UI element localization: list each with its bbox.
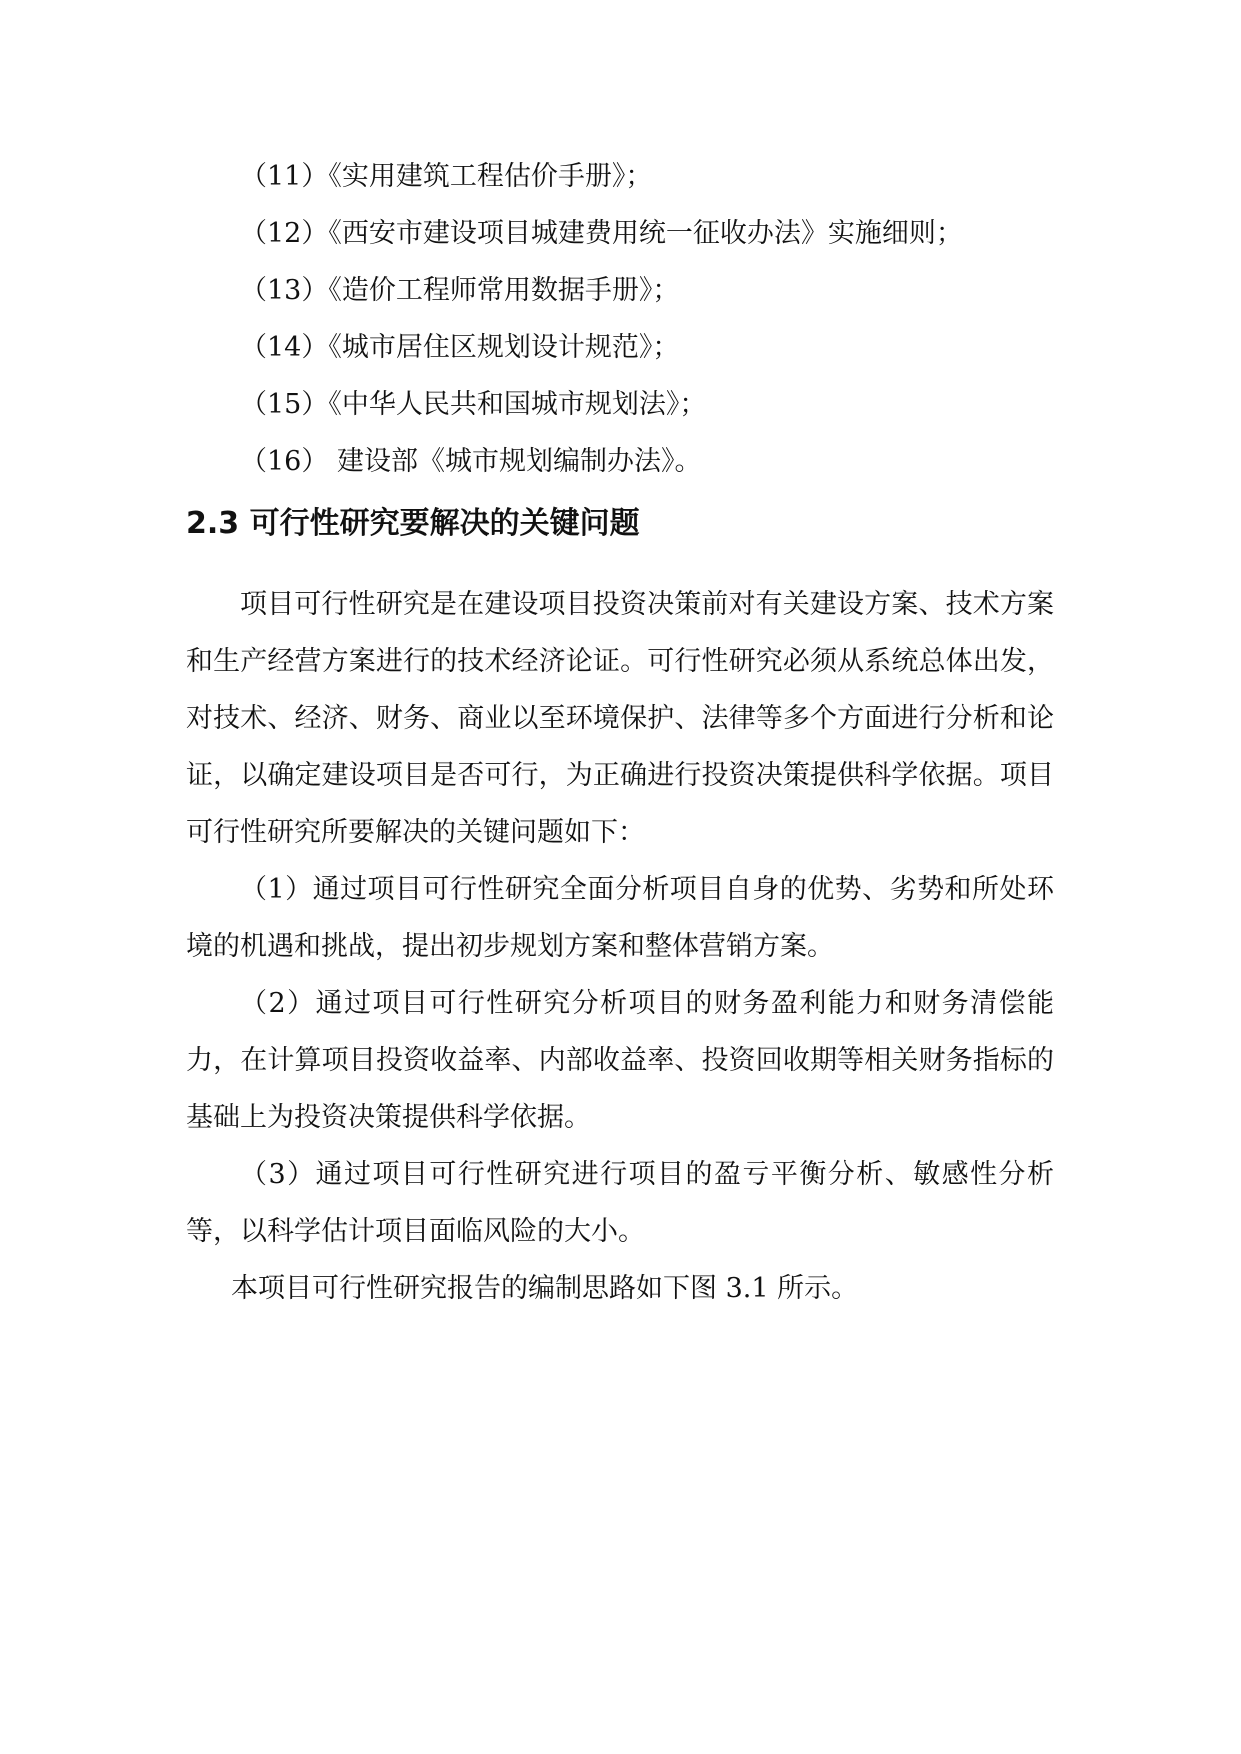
key-point-paragraph: （2）通过项目可行性研究分析项目的财务盈利能力和财务清偿能力，在计算项目投资收益率、内部收益率、投资回收期等相关财务指标的基础上为投资决策提供科学依据。 [186,988,1054,1133]
reference-item: （14）《城市居住区规划设计规范》； [240,332,680,363]
closing-paragraph: 本项目可行性研究报告的编制思路如下图 3.1 所示。 [231,1273,859,1304]
section-body [186,576,1054,1317]
intro-paragraph: 项目可行性研究是在建设项目投资决策前对有关建设方案、技术方案和生产经营方案进行的技术经济论证。可行性研究必须从系统总体出发，对技术、经济、财务、商业以至环境保护、法律等多个方面进行分析和论证，以确定建设项目是否可行，为正确进行投资决策提供科学依据。项目可行性研究所要解决的关键问题如下： [186,589,1054,848]
section-heading: 2.3 可行性研究要解决的关键问题 [186,506,640,541]
reference-item: （13）《造价工程师常用数据手册》； [240,275,680,306]
reference-item: （15）《中华人民共和国城市规划法》； [240,389,707,420]
key-point-paragraph: （3）通过项目可行性研究进行项目的盈亏平衡分析、敏感性分析等，以科学估计项目面临风险的大小。 [186,1159,1054,1247]
reference-item: （12）《西安市建设项目城建费用统一征收办法》实施细则； [240,218,963,249]
reference-item: （11）《实用建筑工程估价手册》； [240,161,653,192]
reference-item: （16） 建设部《城市规划编制办法》。 [240,446,702,477]
reference-list [240,148,1100,490]
key-point-paragraph: （1）通过项目可行性研究全面分析项目自身的优势、劣势和所处环境的机遇和挑战，提出初步规划方案和整体营销方案。 [186,874,1054,962]
